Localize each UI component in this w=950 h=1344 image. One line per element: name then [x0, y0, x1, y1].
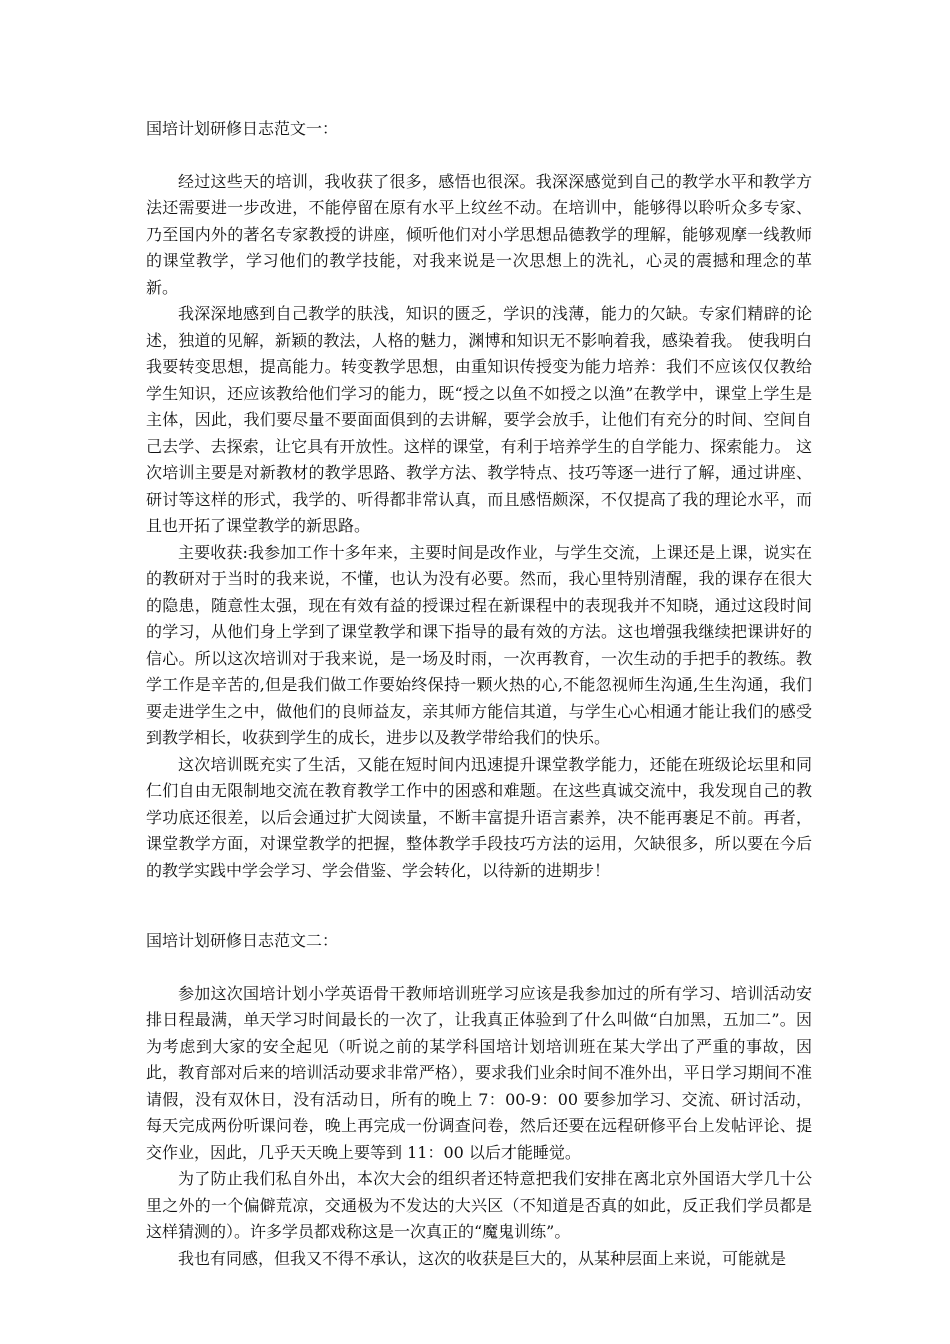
section-2-paragraph-3: 我也有同感，但我又不得不承认，这次的收获是巨大的，从某种层面上来说，可能就是 [178, 1248, 787, 1268]
document-body [146, 116, 812, 1272]
section-1-heading: 国培计划研修日志范文一： [146, 119, 339, 138]
section-2-paragraph-1: 参加这次国培计划小学英语骨干教师培训班学习应该是我参加过的所有学习、培训活动安排日程最满，单天学习时间最长的一次了，让我真正体验到了什么叫做“白加黑，五加二”。因为考虑到大家的安全起见（听说之前的某学科国培计划培训班在某大学出了严重的事故，因此，教育部对后来的培训活动要求非常严格），要求我们业余时间不准外出，平日学习期间不准请假，没有双休日，没有活动日，所有的晚上 7：00-9：00 要参加学习、交流、研讨活动，每天完成两份听课问卷，晚上再完成一份调查问卷，然后还要在远程研修平台上发帖评论、提交作业，因此，几乎天天晚上要等到 11：00 以后才能睡觉。 [146, 983, 812, 1162]
section-1-paragraph-3: 主要收获:我参加工作十多年来，主要时间是改作业，与学生交流，上课还是上课，说实在的教研对于当时的我来说，不懂，也认为没有必要。然而，我心里特别清醒，我的课存在很大的隐患，随意性太强，现在有效有益的授课过程在新课程中的表现我并不知晓，通过这段时间的学习，从他们身上学到了课堂教学和课下指导的最有效的方法。这也增强我继续把课讲好的信心。所以这次培训对于我来说，是一场及时雨，一次再教育，一次生动的手把手的教练。教学工作是辛苦的,但是我们做工作要始终保持一颗火热的心,不能忽视师生沟通,生生沟通，我们要走进学生之中，做他们的良师益友，亲其师方能信其道，与学生心心相通才能让我们的感受到教学相长，收获到学生的成长，进步以及教学带给我们的快乐。 [146, 542, 812, 747]
section-2-heading: 国培计划研修日志范文二： [146, 931, 339, 950]
section-1-paragraph-1: 经过这些天的培训，我收获了很多，感悟也很深。我深深感觉到自己的教学水平和教学方法还需要进一步改进，不能停留在原有水平上纹丝不动。在培训中，能够得以聆听众多专家、乃至国内外的著名专家教授的讲座，倾听他们对小学思想品德教学的理解，能够观摩一线教师的课堂教学，学习他们的教学技能，对我来说是一次思想上的洗礼，心灵的震撼和理念的革新。 [146, 171, 812, 297]
section-2-paragraph-2: 为了防止我们私自外出，本次大会的组织者还特意把我们安排在离北京外国语大学几十公里之外的一个偏僻荒凉，交通极为不发达的大兴区（不知道是否真的如此，反正我们学员都是这样猜测的）。许多学员都戏称这是一次真正的“魔鬼训练”。 [146, 1169, 812, 1241]
section-1-paragraph-2: 我深深地感到自己教学的肤浅，知识的匮乏，学识的浅薄，能力的欠缺。专家们精辟的论述，独道的见解，新颖的教法，人格的魅力，渊博和知识无不影响着我，感染着我。 使我明白我要转变思想，提高能力。转变教学思想，由重知识传授变为能力培养：我们不应该仅仅教给学生知识，还应该教给他们学习的能力，既“授之以鱼不如授之以渔”在教学中，课堂上学生是主体，因此，我们要尽量不要面面俱到的去讲解，要学会放手，让他们有充分的时间、空间自己去学、去探索，让它具有开放性。这样的课堂，有利于培养学生的自学能力、探索能力。 这次培训主要是对新教材的教学思路、教学方法、教学特点、技巧等逐一进行了解，通过讲座、研讨等这样的形式，我学的、听得都非常认真，而且感悟颇深，不仅提高了我的理论水平，而且也开拓了课堂教学的新思路。 [146, 304, 812, 535]
section-1-paragraph-4: 这次培训既充实了生活，又能在短时间内迅速提升课堂教学能力，还能在班级论坛里和同仁们自由无限制地交流在教育教学工作中的困惑和难题。在这些真诚交流中，我发现自己的教学功底还很差，以后会通过扩大阅读量，不断丰富提升语言素养，决不能再裹足不前。再者，课堂教学方面，对课堂教学的把握，整体教学手段技巧方法的运用，欠缺很多，所以要在今后的教学实践中学会学习、学会借鉴、学会转化，以待新的进期步！ [146, 754, 812, 880]
